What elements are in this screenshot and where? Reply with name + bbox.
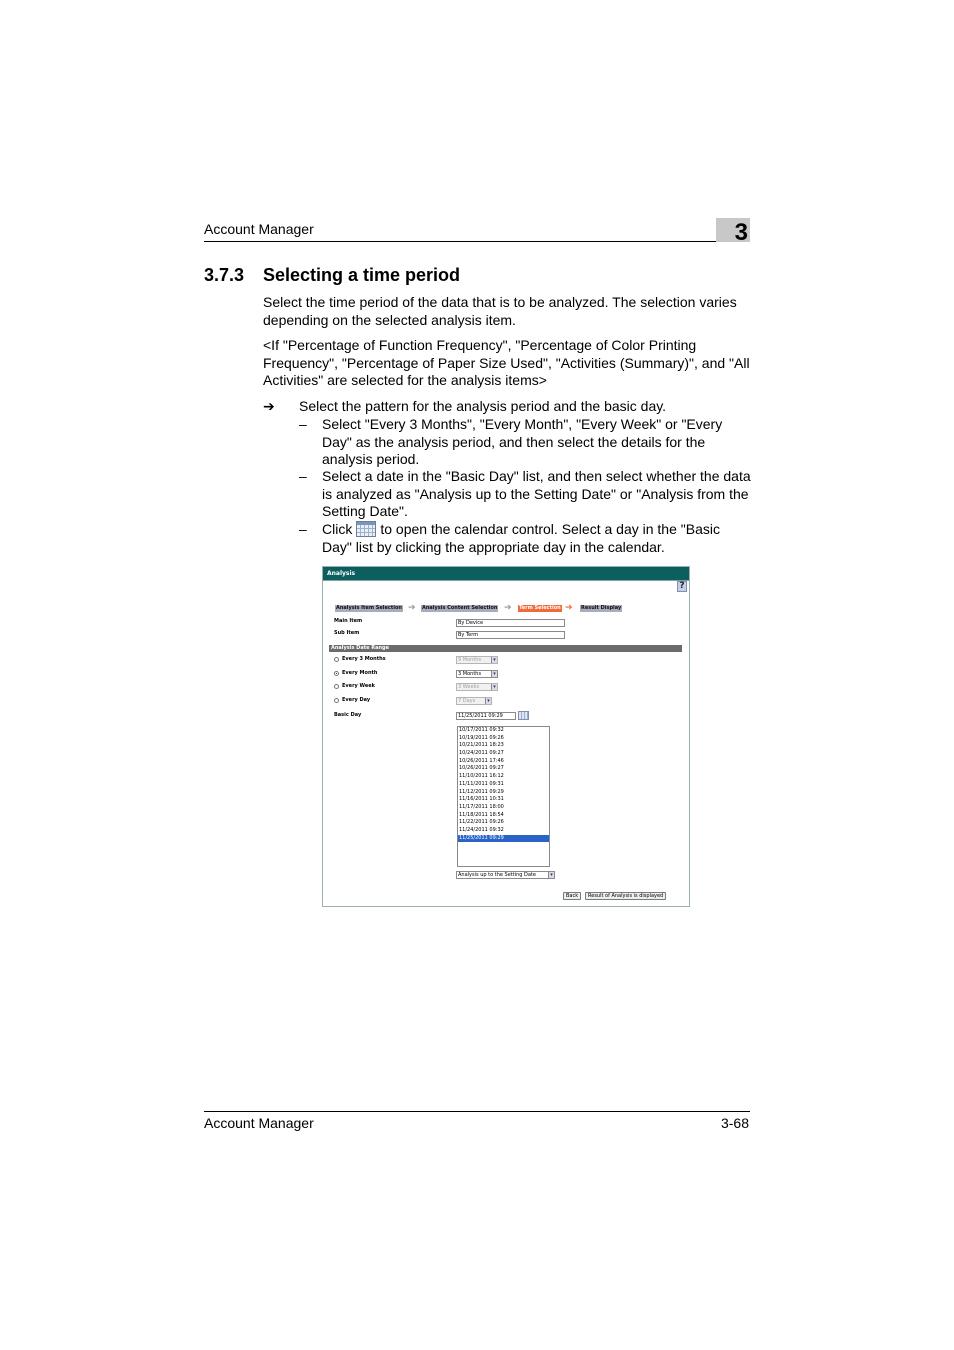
running-header: Account Manager — [204, 221, 314, 237]
header-rule — [204, 241, 750, 242]
list-item[interactable]: 11/12/2011 09:29 — [459, 788, 504, 795]
dash-bullet: – — [299, 468, 307, 484]
section-number: 3.7.3 — [204, 265, 245, 285]
every-month-select[interactable] — [456, 670, 498, 678]
sub-step-text-before: Click — [322, 521, 353, 537]
chevron-down-icon: ▾ — [485, 698, 491, 704]
list-item[interactable]: 10/19/2011 09:26 — [459, 734, 504, 741]
step-text: Select the pattern for the analysis period and the basic day. — [299, 398, 667, 414]
chevron-down-icon: ▾ — [548, 872, 554, 878]
arrow-right-icon: ➔ — [565, 603, 573, 613]
every-month-label: Every Month — [342, 670, 378, 676]
chapter-number: 3 — [716, 218, 750, 242]
every-week-label: Every Week — [342, 683, 375, 689]
crumb-result-display[interactable]: Result Display — [581, 605, 622, 611]
crumb-analysis-content-selection[interactable]: Analysis Content Selection — [422, 605, 498, 611]
section-title: Selecting a time period — [263, 265, 461, 285]
list-item[interactable]: 11/22/2011 09:26 — [459, 819, 504, 826]
every-day-value: 7 Days — [458, 698, 476, 704]
radio-every-day[interactable] — [334, 698, 339, 703]
page-number: 3-68 — [720, 1115, 749, 1131]
main-item-field: By Device — [456, 619, 565, 627]
radio-every-month[interactable] — [334, 671, 339, 676]
list-item[interactable]: 10/21/2011 18:23 — [459, 742, 504, 749]
analysis-date-range-header: Analysis Date Range — [329, 645, 682, 652]
sub-step-text-after: to open the calendar control. Select a day in the "Basic Day" list by clicking the appropriate day in the calendar. — [322, 521, 720, 555]
list-item[interactable]: 11/24/2011 09:32 — [459, 826, 504, 833]
every-3-months-select[interactable] — [456, 656, 498, 664]
every-3-months-value: 9 Months — [458, 657, 482, 663]
chevron-down-icon: ▾ — [491, 684, 497, 690]
arrow-right-icon: ➔ — [504, 603, 512, 613]
list-item[interactable]: 10/26/2011 17:46 — [459, 757, 504, 764]
footer-title: Account Manager — [204, 1115, 314, 1131]
chevron-down-icon: ▾ — [491, 657, 497, 663]
section-heading — [204, 265, 460, 286]
analysis-screenshot — [322, 566, 690, 907]
basic-day-label: Basic Day — [334, 712, 362, 718]
sub-step-text — [322, 521, 752, 556]
footer-rule — [204, 1111, 750, 1112]
every-day-label: Every Day — [342, 697, 371, 703]
radio-every-week[interactable] — [334, 684, 339, 689]
calendar-icon — [356, 521, 376, 537]
list-item-selected[interactable]: 11/25/2011 09:29 — [458, 835, 549, 843]
list-item[interactable]: 11/16/2011 10:31 — [459, 796, 504, 803]
every-month-value: 3 Months — [458, 671, 482, 677]
sub-step-text: Select a date in the "Basic Day" list, and then select whether the data is analyzed as "Analysis up to the Setting Date" or "Analysis from the Setting Date". — [322, 468, 751, 520]
result-button[interactable]: Result of Analysis is displayed — [585, 892, 666, 900]
step-arrow-icon: ➔ — [263, 398, 275, 414]
radio-every-3-months[interactable] — [334, 657, 339, 662]
calendar-icon[interactable] — [518, 711, 529, 720]
list-item[interactable]: 10/24/2011 09:27 — [459, 750, 504, 757]
sub-item-field: By Term — [456, 631, 565, 639]
crumb-analysis-item-selection[interactable]: Analysis Item Selection — [336, 605, 402, 611]
window-title: Analysis — [323, 567, 689, 580]
dash-bullet: – — [299, 416, 307, 432]
every-3-months-label: Every 3 Months — [342, 656, 386, 662]
help-icon[interactable]: ? — [677, 581, 687, 592]
main-item-label: Main Item — [334, 618, 363, 624]
every-day-select[interactable] — [456, 697, 492, 705]
list-item[interactable]: 10/17/2011 09:32 — [459, 727, 504, 733]
every-week-select[interactable] — [456, 683, 498, 691]
basic-day-list[interactable] — [457, 726, 550, 867]
crumb-term-selection[interactable]: Term Selection — [519, 605, 561, 611]
every-week-value: 3 Weeks — [458, 684, 480, 690]
list-item[interactable]: 11/17/2011 18:00 — [459, 803, 504, 810]
sub-item-label: Sub Item — [334, 630, 360, 636]
basic-day-field[interactable]: 11/25/2011 09:29 — [456, 712, 516, 720]
analysis-direction-select[interactable] — [456, 871, 555, 879]
list-item[interactable]: 10/26/2011 09:27 — [459, 765, 504, 772]
chevron-down-icon: ▾ — [491, 671, 497, 677]
condition-paragraph: <If "Percentage of Function Frequency", "Percentage of Color Printing Frequency", "Percentage of Paper Size Used", "Activities (Summary)", and "All Activities" are selected for the analysis items> — [263, 337, 750, 389]
intro-paragraph: Select the time period of the data that is to be analyzed. The selection varies depending on the selected analysis item. — [263, 294, 737, 328]
title-separator — [323, 580, 689, 581]
list-item[interactable]: 11/10/2011 16:12 — [459, 773, 504, 780]
list-item[interactable]: 11/18/2011 18:54 — [459, 811, 504, 818]
back-button[interactable]: Back — [563, 892, 581, 900]
analysis-direction-value: Analysis up to the Setting Date — [458, 872, 536, 878]
dash-bullet: – — [299, 521, 307, 537]
sub-step-text: Select "Every 3 Months", "Every Month", "Every Week" or "Every Day" as the analysis period, and then select the details for the analysis period. — [322, 416, 723, 468]
arrow-right-icon: ➔ — [408, 603, 416, 613]
list-item[interactable]: 11/11/2011 09:31 — [459, 780, 504, 787]
